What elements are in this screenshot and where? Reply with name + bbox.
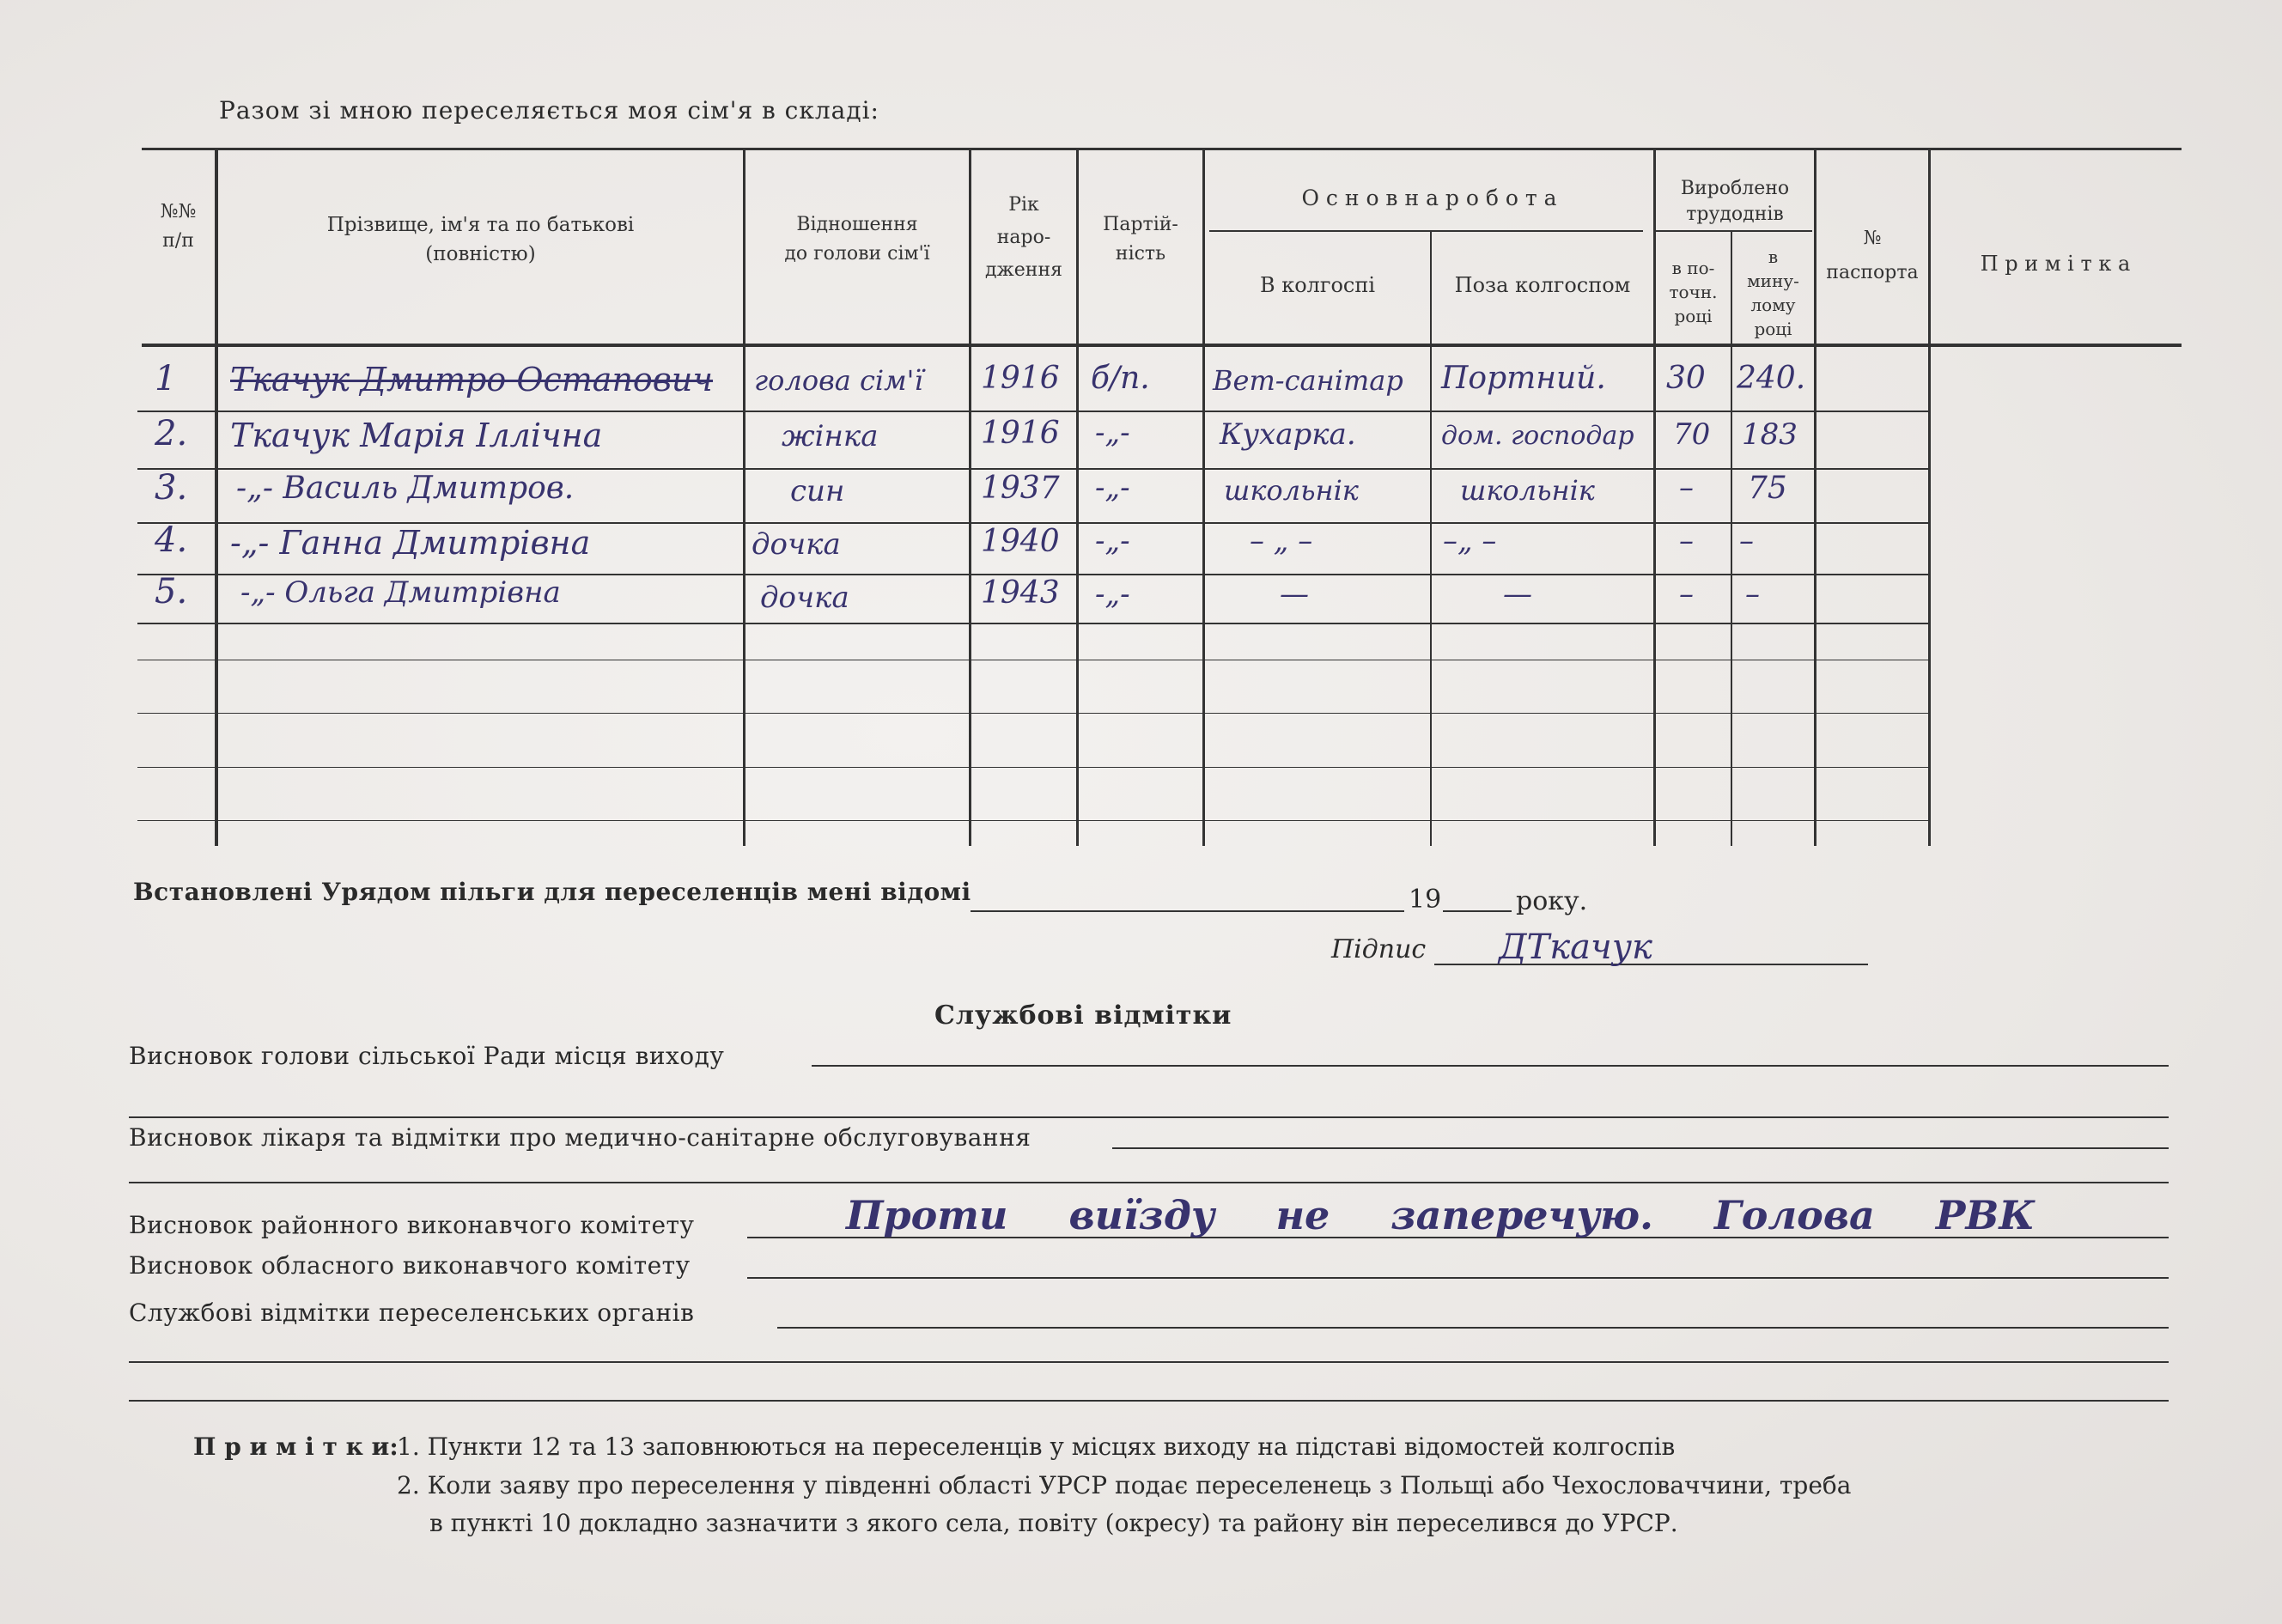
row-relation: голова сім'ї	[754, 364, 923, 397]
row-work-kolhosp: Вет-санітар	[1213, 364, 1403, 397]
row-trud-last: –	[1745, 577, 1760, 611]
row-number: 5.	[155, 572, 188, 611]
header-name: Прізвище, ім'я та по батькові (повністю)	[326, 214, 635, 265]
service-title: Службові відмітки	[934, 1001, 1232, 1031]
note-item: 1. Пункти 12 та 13 заповнюються на переселенців у місцях виходу на підставі відомостей колгоспів	[397, 1432, 1676, 1461]
row-work-outside: —	[1503, 577, 1532, 611]
row-relation: жінка	[782, 419, 879, 453]
intro-text: Разом зі мною переселяється моя сім'я в складі:	[219, 96, 879, 125]
service-line-value: Проти виїзду не заперечую. Голова РВК	[846, 1192, 2036, 1238]
benefits-year-prefix: 19	[1409, 885, 1442, 915]
notes-label: П р и м і т к и:	[193, 1432, 399, 1461]
row-relation: дочка	[752, 527, 841, 562]
row-trud-current: 70	[1673, 417, 1711, 452]
row-name: Ткачук Марія Іллічна	[230, 417, 603, 454]
row-work-kolhosp: —	[1280, 577, 1309, 611]
row-party: б/п.	[1091, 361, 1150, 396]
row-number: 3.	[155, 468, 188, 508]
row-birth-year: 1916	[981, 361, 1060, 396]
note-item: в пункті 10 докладно зазначити з якого села, повіту (окресу) та району він переселився до УРСР.	[429, 1509, 1678, 1537]
row-trud-current: –	[1679, 524, 1694, 558]
benefits-text: Встановлені Урядом пільги для переселенців мені відомі	[133, 878, 971, 906]
header-passport: № паспорта	[1826, 228, 1919, 283]
header-work-outside: Поза колгоспом	[1454, 273, 1631, 297]
row-relation: дочка	[760, 581, 849, 615]
signature-value: ДТкачук	[1499, 928, 1652, 967]
row-number: 2.	[155, 414, 188, 453]
service-line-label: Висновок обласного виконавчого комітету	[129, 1251, 691, 1280]
row-work-outside: дом. господар	[1441, 421, 1634, 451]
row-party: -„-	[1095, 524, 1130, 558]
service-line-label: Висновок лікаря та відмітки про медично-санітарне обслуговування	[129, 1123, 1031, 1152]
row-birth-year: 1937	[981, 471, 1060, 506]
header-trud-last: в мину- лому році	[1747, 246, 1799, 339]
header-num: №№ п/п	[160, 201, 197, 252]
row-work-outside: Портний.	[1441, 361, 1606, 396]
service-line-label: Службові відмітки переселенських органів	[129, 1299, 695, 1327]
row-name: -„- Василь Дмитров.	[236, 471, 575, 506]
header-relation: Відношення до голови сім'ї	[784, 214, 930, 265]
row-birth-year: 1943	[981, 575, 1060, 611]
header-trudodni: Вироблено трудоднів	[1680, 178, 1790, 225]
header-trud-current: в по- точн. році	[1669, 258, 1718, 326]
header-party: Партій- ність	[1103, 214, 1178, 265]
row-name: Ткачук Дмитро Остапович	[230, 361, 714, 398]
row-number: 1	[155, 359, 177, 398]
row-trud-last: 75	[1748, 471, 1787, 506]
benefits-year-suffix: року.	[1516, 886, 1588, 916]
header-main-work: О с н о в н а р о б о т а	[1301, 186, 1557, 210]
row-number: 4.	[155, 520, 188, 560]
row-birth-year: 1940	[981, 524, 1060, 559]
row-trud-last: –	[1739, 524, 1754, 558]
row-work-outside: школьнік	[1460, 474, 1595, 507]
row-name: -„- Ольга Дмитрівна	[240, 575, 561, 610]
row-party: -„-	[1095, 471, 1130, 505]
row-relation: син	[790, 474, 845, 508]
row-trud-current: –	[1679, 471, 1694, 505]
signature-label: Підпис	[1331, 934, 1427, 964]
row-party: -„-	[1095, 577, 1130, 611]
row-work-kolhosp: Кухарка.	[1220, 417, 1356, 452]
row-name: -„- Ганна Дмитрівна	[230, 524, 591, 562]
row-work-kolhosp: школьнік	[1224, 474, 1359, 507]
row-birth-year: 1916	[981, 416, 1060, 451]
row-trud-last: 183	[1742, 417, 1798, 452]
note-item: 2. Коли заяву про переселення у південні області УРСР подає переселенець з Польщі або Чехословаччини, треба	[397, 1471, 1852, 1499]
header-work-kolhosp: В колгоспі	[1259, 273, 1376, 297]
service-line-label: Висновок районного виконавчого комітету	[129, 1211, 695, 1239]
header-note: П р и м і т к а	[1980, 252, 2131, 276]
service-line-label: Висновок голови сільської Ради місця виходу	[129, 1042, 725, 1070]
row-trud-current: 30	[1666, 361, 1706, 396]
row-work-outside: –„ –	[1443, 524, 1497, 558]
row-work-kolhosp: – „ –	[1250, 524, 1313, 558]
row-trud-last: 240.	[1737, 361, 1806, 396]
row-trud-current: –	[1679, 577, 1694, 611]
row-party: -„-	[1095, 416, 1130, 450]
header-birth: Рік наро- дження	[984, 194, 1062, 281]
